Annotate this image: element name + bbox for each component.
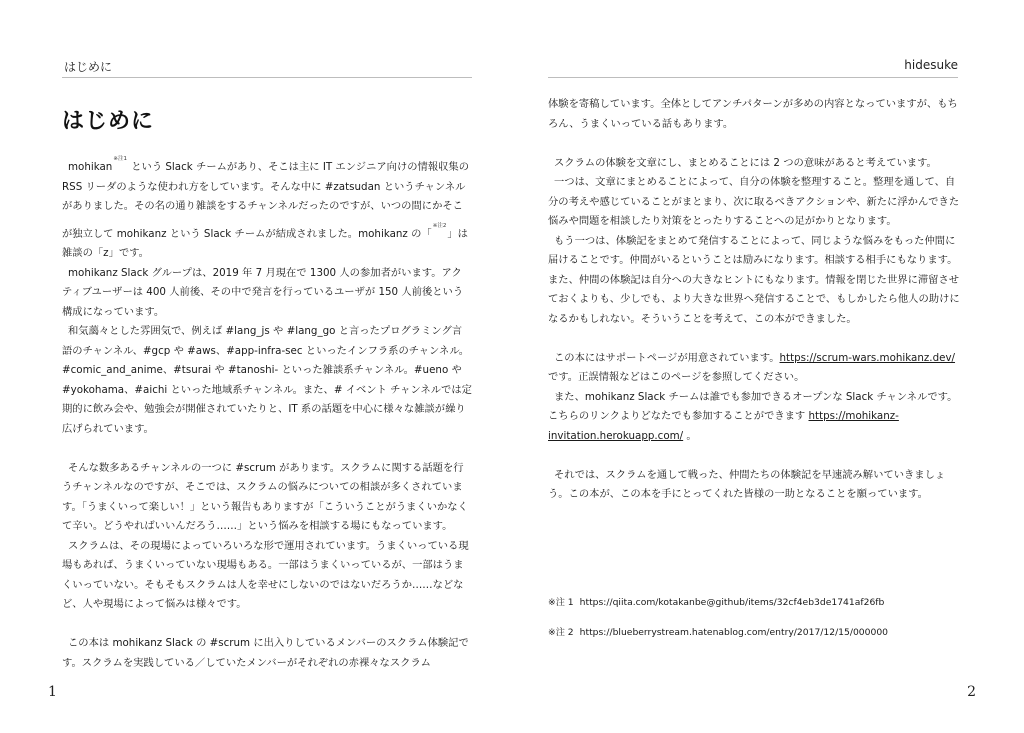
footnote-ref-1[interactable]: ※注1	[113, 156, 127, 162]
footnote-2	[548, 626, 968, 640]
paragraph-first-meaning: 一つは、文章にまとめることによって、自分の体験を整理すること。整理を通して、自分の考えや感じていることがまとまり、次に取るべきアクションや、新たに浮かんできた悩みや問題を相談したり対策をとったりすることへの足がかりとなります。	[548, 176, 960, 227]
text-run: という Slack チームがあり、そこは主に IT エンジニア向けの情報収集の RSS リーダのような使われ方をしています。そんな中に #zatsudan というチャンネルがありました。その名の通り雑談をするチャンネルだったのですが、いつの間にかそこが独立して mohikanz という Slack チームが結成されました。mohikanz の「	[62, 161, 470, 240]
text-run: 。	[683, 429, 697, 442]
header-divider-left	[62, 77, 472, 78]
running-header-left: はじめに	[64, 60, 113, 74]
paragraph-book-intro: この本は mohikanz Slack の #scrum に出入りしているメンバーのスクラム体験記です。スクラムを実践している／していたメンバーがそれぞれの赤裸々なスクラム	[62, 637, 469, 669]
right-page	[512, 0, 1024, 733]
page-number-left: 1	[48, 684, 57, 700]
footnote-mark: ※注 2	[548, 627, 574, 638]
left-body-text	[62, 150, 472, 673]
paragraph-members: mohikanz Slack グループは、2019 年 7 月現在で 1300 人の参加者がいます。アクティブユーザーは 400 人前後、その中で発言を行っているユーザが 150 人前後という構成になっています。	[62, 266, 464, 318]
paragraph-second-meaning: もう一つは、体験記をまとめて発信することによって、同じような悩みをもった仲間に届けることです。仲間がいるということは励みになります。相談する相手にもなります。また、仲間の体験記は自分への大きなヒントにもなります。情報を閉じた世界に滞留させておくよりも、少しでも、より大きな世界へ発信することで、もしかしたら他人の助けになるかもしれない。そういうことを考えて、この本ができました。	[548, 234, 960, 325]
footnote-1	[548, 596, 968, 610]
footnote-mark: ※注 1	[548, 597, 574, 608]
support-page-link[interactable]: https://scrum-wars.mohikanz.dev/	[779, 351, 956, 364]
paragraph-continued: 体験を寄稿しています。全体としてアンチパターンが多めの内容となっていますが、もちろん、うまくいっている話もあります。	[548, 98, 958, 130]
text-run: mohikan	[68, 161, 113, 173]
footnote-url[interactable]: https://qiita.com/kotakanbe@github/items/32cf4eb3de1741af26fb	[579, 597, 885, 608]
paragraph-closing: それでは、スクラムを通して戦った、仲間たちの体験記を早速読み解いていきましょう。この本が、この本を手にとってくれた皆様の一助となることを願っています。	[548, 468, 946, 500]
paragraph-scrum-channel: そんな数多あるチャンネルの一つに #scrum があります。スクラムに関する話題を行うチャンネルなのですが、そこでは、スクラムの悩みについての相談が多くされています。「うまくいって楽しい！」という報告もありますが「こういうことがうまくいかなくて辛い。どうやればいいんだろう……」という悩みを相談する場にもなっています。	[62, 461, 468, 532]
paragraph-channels: 和気藹々とした雰囲気で、例えば #lang_js や #lang_go と言ったプログラミング言語のチャンネル、#gcp や #aws、#app-infra-sec といったインフラ系のチャンネル。#comic_and_anime、#tsurai や #tanoshi- といった雑談系チャンネル。#ueno や #yokohama、#aichi といった地域系チャンネル。また、# イベント チャンネルでは定期的に飲み会や、勉強会が開催されていたりと、IT 系の話題を中心に様々な雑談が繰り広げられています。	[62, 325, 472, 435]
text-run: 」は雑談の「z」です。	[62, 227, 468, 259]
paragraph-two-meanings: スクラムの体験を文章にし、まとめることには 2 つの意味があると考えています。	[554, 156, 937, 169]
header-divider-right	[548, 77, 958, 78]
footnotes	[548, 596, 968, 656]
paragraph-support-page	[548, 349, 964, 388]
text-run: また、mohikanz Slack チームは誰でも参加できるオープンな Slack チャンネルです。こちらのリンクよりどなたでも参加することができます	[548, 390, 958, 422]
paragraph-intro	[62, 150, 472, 264]
slack-invite-link[interactable]: https://mohikanz-invitation.herokuapp.com/	[548, 410, 899, 442]
chapter-title: はじめに	[62, 109, 155, 134]
text-run: この本にはサポートページが用意されています。	[554, 351, 780, 364]
paragraph-slack-invite	[548, 388, 964, 447]
right-body-text	[548, 95, 964, 505]
footnote-url[interactable]: https://blueberrystream.hatenablog.com/entry/2017/12/15/000000	[579, 627, 889, 638]
running-header-right: hidesuke	[904, 58, 958, 72]
page-number-right: 2	[967, 684, 976, 700]
paragraph-scrum-sites: スクラムは、その現場によっていろいろな形で運用されています。うまくいっている現場もあれば、うまくいっていない現場もある。一部はうまくいっているが、一部はうまくいっていない。そもそもスクラムは人を幸せにしないのではないだろうか……などなど、人や現場によって悩みは様々です。	[62, 539, 469, 610]
footnote-ref-2[interactable]: ※注2	[432, 222, 447, 229]
text-run: です。正誤情報などはこのページを参照してください。	[548, 371, 805, 383]
